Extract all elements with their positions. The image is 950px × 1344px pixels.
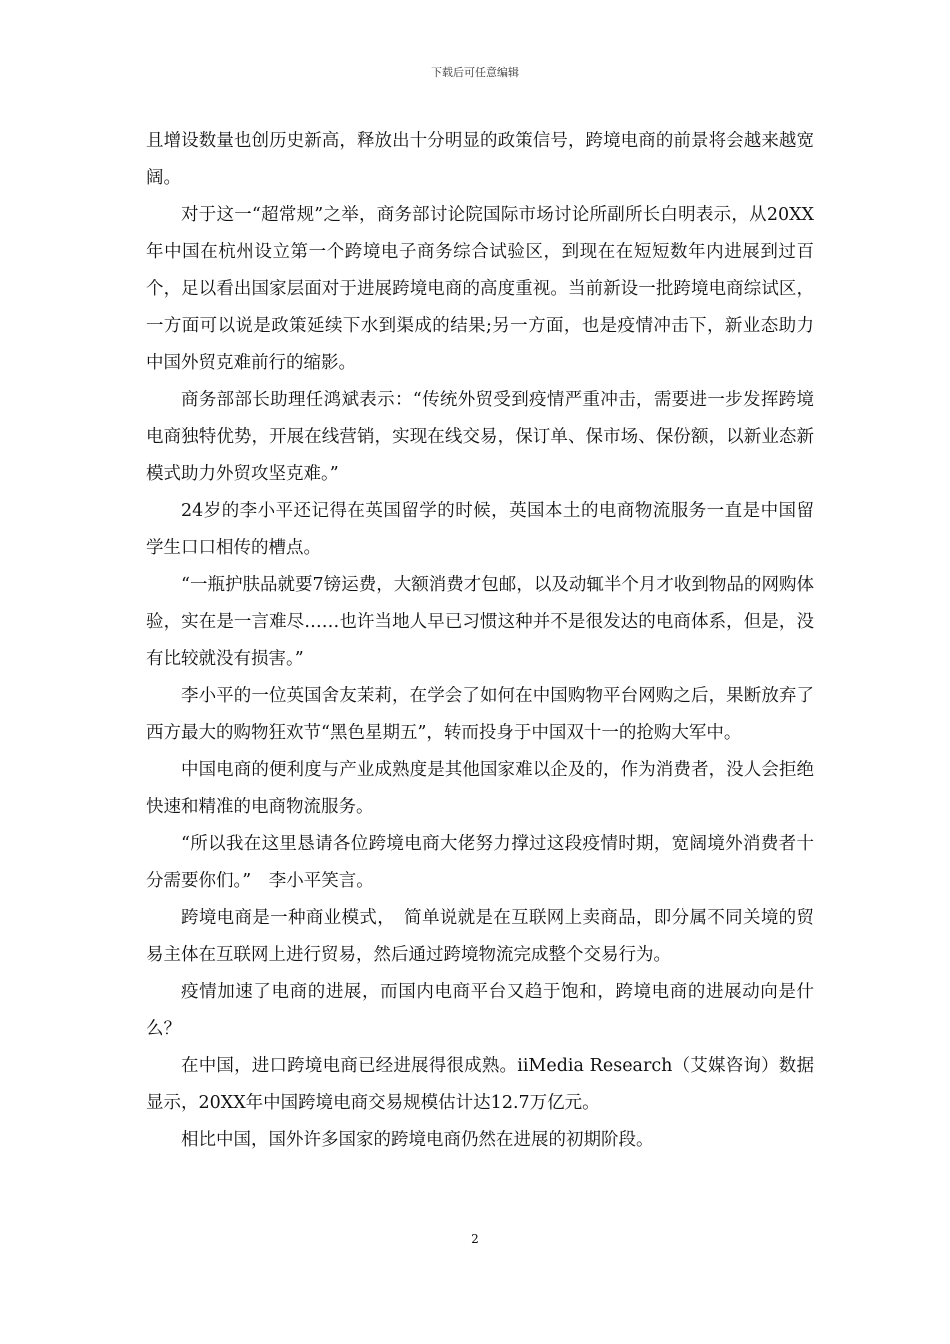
page-number: 2 (471, 1232, 479, 1246)
page-header: 下载后可任意编辑 (431, 66, 519, 79)
paragraph: 跨境电商是一种商业模式， 简单说就是在互联网上卖商品，即分属不同关境的贸易主体在互联网上进行贸易，然后通过跨境物流完成整个交易行为。 (146, 908, 814, 965)
paragraph-continued: 且增设数量也创历史新高，释放出十分明显的政策信号，跨境电商的前景将会越来越宽阔。 (146, 131, 814, 188)
paragraph: “一瓶护肤品就要7镑运费，大额消费才包邮，以及动辄半个月才收到物品的网购体验，实在是一言难尽……也许当地人早已习惯这种并不是很发达的电商体系，但是，没有比较就没有损害。” (146, 575, 814, 669)
paragraph: 李小平的一位英国舍友茉莉，在学会了如何在中国购物平台网购之后，果断放弃了西方最大的购物狂欢节“黑色星期五”，转而投身于中国双十一的抢购大军中。 (146, 686, 814, 743)
document-body (146, 123, 814, 1159)
paragraph: 对于这一“超常规”之举，商务部讨论院国际市场讨论所副所长白明表示，从20XX年中国在杭州设立第一个跨境电子商务综合试验区，到现在在短短数年内进展到过百个，足以看出国家层面对于进展跨境电商的高度重视。当前新设一批跨境电商综试区，一方面可以说是政策延续下水到渠成的结果;另一方面，也是疫情冲击下，新业态助力中国外贸克难前行的缩影。 (146, 205, 814, 373)
paragraph: 疫情加速了电商的进展，而国内电商平台又趋于饱和，跨境电商的进展动向是什么？ (146, 982, 814, 1039)
paragraph: “所以我在这里恳请各位跨境电商大佬努力撑过这段疫情时期，宽阔境外消费者十分需要你们。” 李小平笑言。 (146, 834, 814, 891)
paragraph: 中国电商的便利度与产业成熟度是其他国家难以企及的，作为消费者，没人会拒绝快速和精准的电商物流服务。 (146, 760, 814, 817)
paragraph: 商务部部长助理任鸿斌表示：“传统外贸受到疫情严重冲击，需要进一步发挥跨境电商独特优势，开展在线营销，实现在线交易，保订单、保市场、保份额，以新业态新模式助力外贸攻坚克难。” (146, 390, 814, 484)
paragraph: 24岁的李小平还记得在英国留学的时候，英国本土的电商物流服务一直是中国留学生口口相传的槽点。 (146, 501, 814, 558)
paragraph: 在中国，进口跨境电商已经进展得很成熟。iiMedia Research（艾媒咨询）数据显示，20XX年中国跨境电商交易规模估计达12.7万亿元。 (146, 1056, 814, 1113)
paragraph: 相比中国，国外许多国家的跨境电商仍然在进展的初期阶段。 (181, 1130, 654, 1150)
